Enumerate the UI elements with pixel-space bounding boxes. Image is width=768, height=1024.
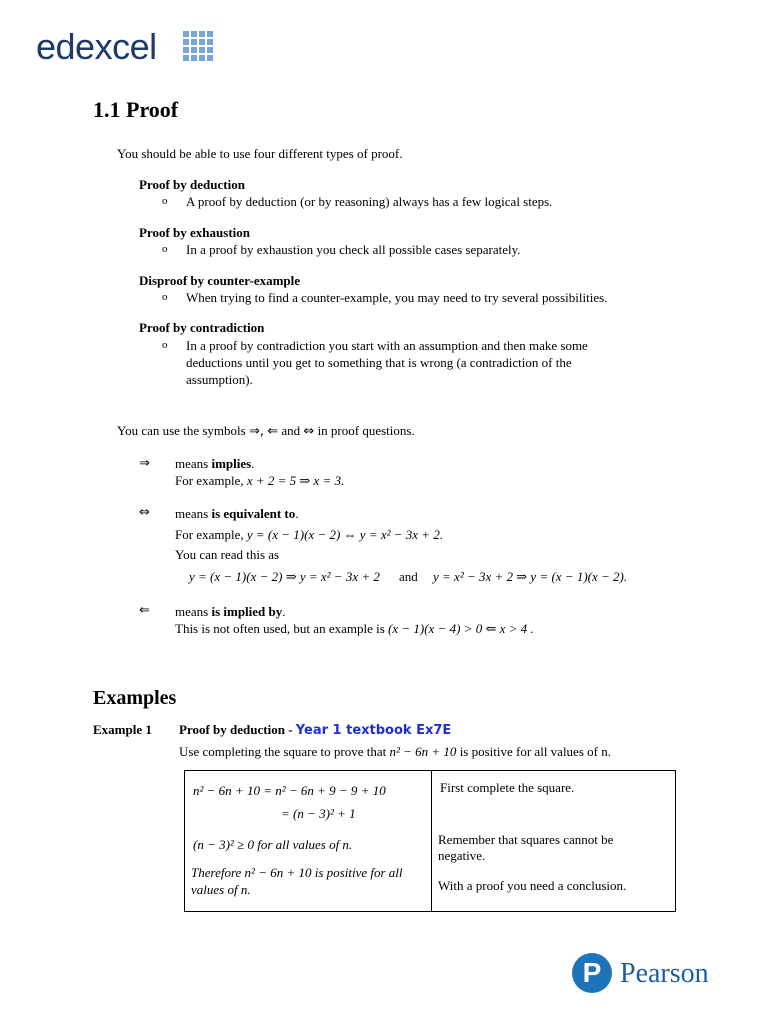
proof-type-heading: Proof by contradiction bbox=[139, 320, 265, 335]
implies-symbol-icon: ⇒ bbox=[139, 456, 150, 471]
symbol-example: This is not often used, but an example is (x − 1)(x − 4) > 0 ⇐ x > 4 . bbox=[175, 621, 534, 636]
examples-heading: Examples bbox=[93, 687, 177, 709]
symbol-example: For example, y = (x − 1)(x − 2) ⇔ y = x² − 3x + 2. bbox=[175, 527, 444, 542]
working-line: (n − 3)² ≥ 0 for all values of n. bbox=[193, 837, 353, 852]
read-as-right-expression: y = x² − 3x + 2 ⇒ y = (x − 1)(x − 2). bbox=[433, 569, 628, 584]
page-title: 1.1 Proof bbox=[93, 97, 179, 122]
example-title: Proof by deduction bbox=[179, 722, 285, 737]
implies-symbol-icon: ⇒, bbox=[248, 424, 264, 439]
proof-type-heading: Proof by deduction bbox=[139, 177, 245, 192]
proof-type-description: In a proof by exhaustion you check all possible cases separately. bbox=[186, 242, 521, 257]
proof-type-heading: Disproof by counter-example bbox=[139, 273, 301, 288]
example-title-line: Proof by deduction - Year 1 textbook Ex7E bbox=[179, 722, 452, 738]
note-text: Remember that squares cannot be bbox=[438, 832, 614, 847]
read-as-text: You can read this as bbox=[175, 547, 280, 562]
implied-by-symbol-icon: ⇐ bbox=[267, 424, 279, 439]
equivalent-symbol-icon: ⇔ bbox=[139, 505, 150, 520]
symbols-sentence bbox=[117, 422, 415, 440]
symbols-prefix: You can use the symbols bbox=[117, 423, 246, 438]
symbol-meaning: means implies. bbox=[175, 456, 255, 471]
edexcel-logo: edexcel bbox=[36, 26, 157, 67]
equivalent-symbol-icon: ⇔ bbox=[303, 424, 315, 439]
bullet-icon: o bbox=[162, 291, 168, 303]
and-word: and bbox=[281, 423, 301, 438]
bullet-icon: o bbox=[162, 339, 168, 351]
proof-type-description: assumption). bbox=[186, 372, 253, 387]
bullet-icon: o bbox=[162, 195, 168, 207]
working-line: values of n. bbox=[191, 882, 251, 897]
example-solution-table bbox=[184, 770, 676, 912]
table-divider bbox=[431, 771, 432, 911]
symbol-meaning: means is implied by. bbox=[175, 604, 286, 619]
note-text: With a proof you need a conclusion. bbox=[438, 878, 627, 893]
read-as-and: and bbox=[399, 569, 418, 584]
edexcel-logo-grid-icon bbox=[183, 31, 213, 61]
bullet-icon: o bbox=[162, 243, 168, 255]
intro-text: You should be able to use four different types of proof. bbox=[117, 146, 403, 161]
symbols-suffix: in proof questions. bbox=[317, 423, 415, 438]
note-text: negative. bbox=[438, 848, 486, 863]
symbol-meaning: means is equivalent to. bbox=[175, 506, 299, 521]
proof-type-description: deductions until you get to something that is wrong (a contradiction of the bbox=[186, 355, 572, 370]
working-line: Therefore n² − 6n + 10 is positive for all bbox=[191, 865, 403, 880]
pearson-logo-icon: P bbox=[572, 953, 612, 993]
textbook-reference-link[interactable]: Year 1 textbook Ex7E bbox=[295, 723, 452, 738]
example-label: Example 1 bbox=[93, 722, 152, 737]
proof-type-heading: Proof by exhaustion bbox=[139, 225, 250, 240]
proof-type-description: When trying to find a counter-example, you may need to try several possibilities. bbox=[186, 290, 608, 305]
note-text: First complete the square. bbox=[440, 780, 575, 795]
working-line: n² − 6n + 10 = n² − 6n + 9 − 9 + 10 bbox=[193, 783, 386, 798]
symbol-example: For example, x + 2 = 5 ⇒ x = 3. bbox=[175, 473, 345, 488]
read-as-left-expression: y = (x − 1)(x − 2) ⇒ y = x² − 3x + 2 bbox=[189, 569, 380, 584]
proof-type-description: In a proof by contradiction you start with an assumption and then make some bbox=[186, 338, 588, 353]
example-task: Use completing the square to prove that n² − 6n + 10 is positive for all values of n. bbox=[179, 744, 611, 759]
pearson-logo-text: Pearson bbox=[620, 958, 709, 989]
working-line: = (n − 3)² + 1 bbox=[281, 806, 356, 821]
proof-type-description: A proof by deduction (or by reasoning) always has a few logical steps. bbox=[186, 194, 553, 209]
implied-by-symbol-icon: ⇐ bbox=[139, 603, 150, 618]
